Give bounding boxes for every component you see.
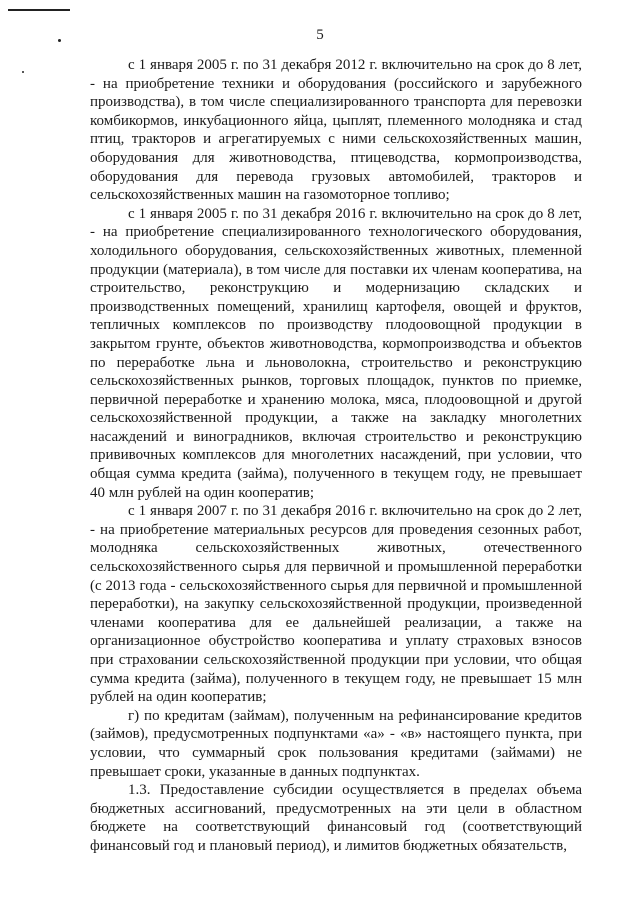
page-number: 5 (316, 27, 324, 43)
paragraph-section-1-3: 1.3. Предоставление субсидии осуществляется в пределах объема бюджетных ассигнований, предусмотренных на эти цели в областном бюджете на соответствующий финансовый год (соответствующий финансовый год и плановый период), и лимитов бюджетных обязательств, (90, 782, 582, 854)
scan-artifact-dot (22, 71, 24, 73)
paragraph-term-2005-2016: с 1 января 2005 г. по 31 декабря 2016 г. включительно на срок до 8 лет, - на приобретение специализированного технологического оборудования, холодильного оборудования, сельскохозяйственных животных, племенной продукции (материала), в том числе для поставки их членам кооператива, на строительство, реконструкцию и модернизацию складских и производственных помещений, хранилищ картофеля, овощей и фруктов, тепличных комплексов по производству плодоовощной продукции в закрытом грунте, объектов животноводства, кормопроизводства и объектов по переработке льна и льноволокна, строительство и реконструкцию сельскохозяйственных рынков, торговых площадок, пунктов по приемке, первичной переработке и хранению молока, мяса, плодоовощной и другой сельскохозяйственной продукции, а также на закладку многолетних насаждений и виноградников, включая строительство и реконструкцию прививочных комплексов для многолетних насаждений, при условии, что общая сумма кредита (займа), полученного в текущем году, не превышает 40 млн рублей на один кооператив; (90, 205, 582, 501)
paragraph-subpoint-g: г) по кредитам (займам), полученным на рефинансирование кредитов (займов), предусмотренных подпунктами «а» - «в» настоящего пункта, при условии, что суммарный срок пользования кредитами (займами) не превышает сроки, указанные в данных подпунктах. (90, 707, 582, 780)
scan-artifact-line (8, 9, 70, 11)
paragraph-term-2007-2016: с 1 января 2007 г. по 31 декабря 2016 г. включительно на срок до 2 лет, - на приобретение материальных ресурсов для проведения сезонных работ, молодняка сельскохозяйственных животных, отечественного сельскохозяйственного сырья для первичной и промышленной переработки (с 2013 года - сельскохозяйственного сырья для первичной и промышленной переработки), на закупку сельскохозяйственной продукции, произведенной членами кооператива для ее дальнейшей реализации, а также на организационное обустройство кооператива и уплату страховых взносов при страховании сельскохозяйственной продукции при условии, что общая сумма кредита (займа), полученного в текущем году, не превышает 15 млн рублей на один кооператив; (90, 503, 582, 706)
paragraph-term-2005-2012: с 1 января 2005 г. по 31 декабря 2012 г. включительно на срок до 8 лет, - на приобретение техники и оборудования (российского и зарубежного производства), в том числе специализированного транспорта для перевозки комбикормов, инкубационного яйца, цыплят, племенного молодняка и стад птиц, тракторов и агрегатируемых с ними сельскохозяйственных машин, оборудования для животноводства, птицеводства, кормопроизводства, оборудования для перевода грузовых автомобилей, тракторов и сельскохозяйственных машин на газомоторное топливо; (90, 57, 582, 204)
document-body (90, 56, 582, 856)
